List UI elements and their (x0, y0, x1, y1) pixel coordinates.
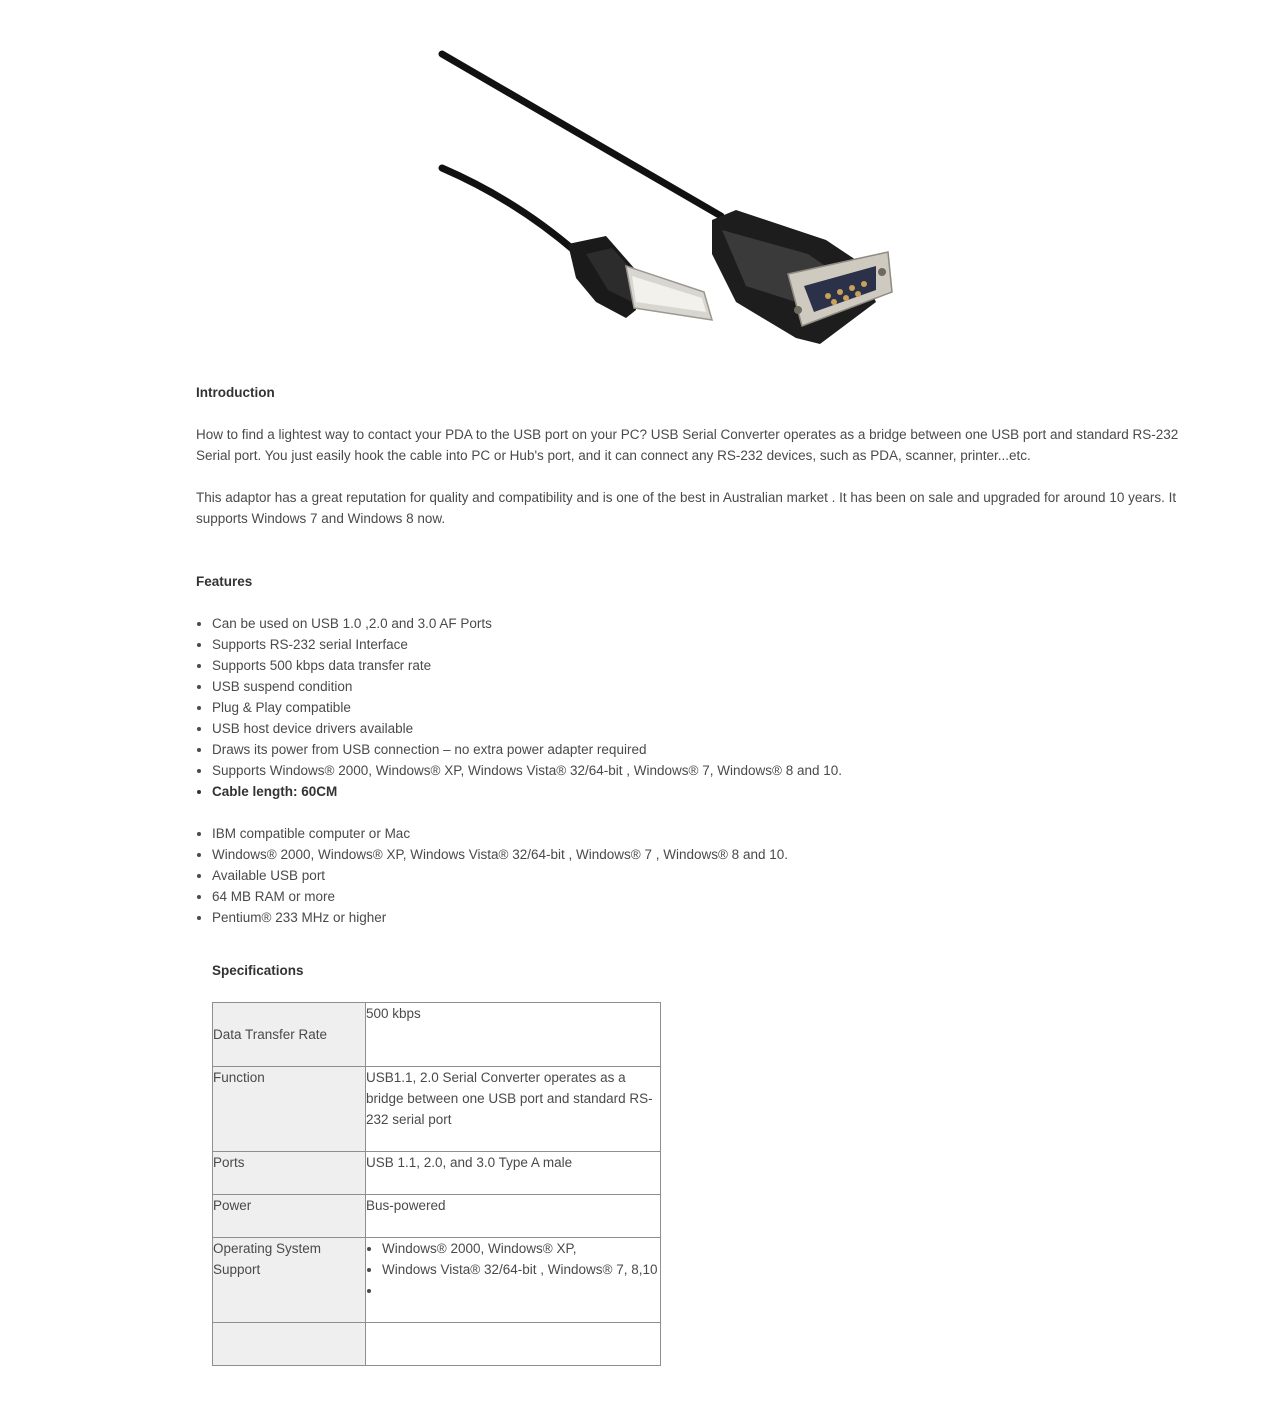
features-heading: Features (196, 574, 253, 589)
usb-serial-cable-icon (436, 40, 906, 350)
spec-value (366, 1323, 661, 1366)
spec-label: Operating System Support (213, 1238, 366, 1323)
spec-value: USB1.1, 2.0 Serial Converter operates as a bridge between one USB port and standard RS-232 serial port (366, 1067, 661, 1152)
product-description (196, 382, 1181, 1366)
spec-value: Bus-powered (366, 1195, 661, 1238)
specifications-heading: Specifications (212, 963, 304, 978)
list-item: • USB host device drivers available (212, 718, 1181, 739)
list-item: • Pentium® 233 MHz or higher (212, 907, 1181, 928)
spec-label: Power (213, 1195, 366, 1238)
table-row (213, 1067, 661, 1152)
features-list (196, 613, 1181, 802)
table-row (213, 1238, 661, 1323)
list-item: • Draws its power from USB connection – no extra power adapter required (212, 739, 1181, 760)
spec-label (213, 1323, 366, 1366)
list-item: • 64 MB RAM or more (212, 886, 1181, 907)
list-item: • Supports Windows® 2000, Windows® XP, Windows Vista® 32/64-bit , Windows® 7, Windows® 8 and 10. (212, 760, 1181, 781)
list-item: • Windows® 2000, Windows® XP, Windows Vista® 32/64-bit , Windows® 7 , Windows® 8 and 10. (212, 844, 1181, 865)
product-image (436, 40, 906, 350)
introduction-paragraph-1: How to find a lightest way to contact your PDA to the USB port on your PC? USB Serial Converter operates as a bridge between one USB port and standard RS-232 Serial port. You just easily hook the cable into PC or Hub's port, and it can connect any RS-232 devices, such as PDA, scanner, printer...etc. (196, 427, 1179, 463)
list-item: • IBM compatible computer or Mac (212, 823, 1181, 844)
table-row (213, 1323, 661, 1366)
spec-value: USB 1.1, 2.0, and 3.0 Type A male (366, 1152, 661, 1195)
list-item: • USB suspend condition (212, 676, 1181, 697)
list-item: • Plug & Play compatible (212, 697, 1181, 718)
specifications-table (212, 1002, 661, 1366)
requirements-list (196, 823, 1181, 928)
list-item (382, 1280, 660, 1301)
list-item: • Supports 500 kbps data transfer rate (212, 655, 1181, 676)
table-row (213, 1152, 661, 1195)
spec-label: Ports (213, 1152, 366, 1195)
list-item: • Supports RS-232 serial Interface (212, 634, 1181, 655)
spec-label: Function (213, 1067, 366, 1152)
spec-label: Data Transfer Rate (213, 1003, 366, 1067)
list-item: • Windows® 2000, Windows® XP, (382, 1238, 660, 1259)
introduction-paragraph-2: This adaptor has a great reputation for quality and compatibility and is one of the best in Australian market . It has been on sale and upgraded for around 10 years. It supports Windows 7 and Windows 8 now. (196, 490, 1177, 526)
table-row (213, 1003, 661, 1067)
specifications-section (196, 960, 1181, 1366)
list-item: • Can be used on USB 1.0 ,2.0 and 3.0 AF Ports (212, 613, 1181, 634)
spec-value: 500 kbps (366, 1003, 661, 1067)
list-item: • Windows Vista® 32/64-bit , Windows® 7, 8,10 (382, 1259, 660, 1280)
table-row (213, 1195, 661, 1238)
spec-value (366, 1238, 661, 1323)
introduction-heading: Introduction (196, 385, 275, 400)
os-support-list (366, 1238, 660, 1301)
list-item: • Available USB port (212, 865, 1181, 886)
list-item-cable-length: • Cable length: 60CM (212, 781, 1181, 802)
